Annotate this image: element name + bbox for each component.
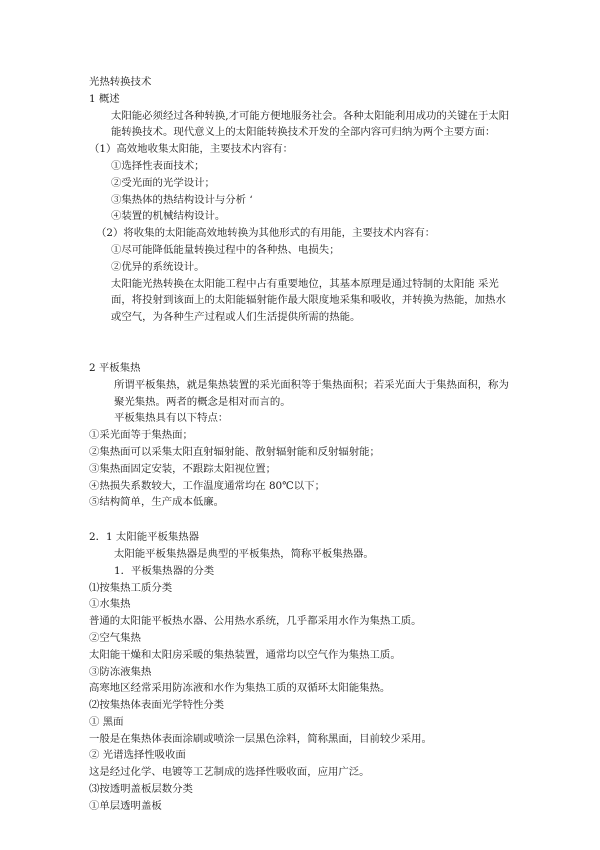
classification-line: 太阳能干燥和太阳房采暖的集热装置，通常均以空气作为集热工质。	[89, 648, 401, 661]
feature-item: ③集热面固定安装，不跟踪太阳视位置；	[89, 462, 277, 475]
section-2-1-intro: 太阳能平板集热器是典型的平板集热，简称平板集热器。	[114, 547, 374, 560]
document-body	[89, 74, 514, 815]
section-1-intro: 太阳能必须经过各种转换,才可能方便地服务社会。各种太阳能利用成功的关键在于太阳能转换技术。现代意义上的太阳能转换技术开发的全部内容可归纳为两个主要方面：	[111, 109, 510, 139]
classification-line: 一般是在集热体表面涂刷或喷涂一层黑色涂料，简称黑面，目前较少采用。	[89, 732, 432, 745]
feature-item: ④热损失系数较大，工作温度通常均在 80℃以下；	[89, 479, 325, 492]
classification-line: ①单层透明盖板	[89, 799, 162, 812]
classification-line: 普通的太阳能平板热水器、公用热水系统，几乎都采用水作为集热工质。	[89, 615, 422, 628]
section-1-summary: 太阳能光热转换在太阳能工程中占有重要地位，其基本原理是通过特制的太阳能 采光面，将投射到该面上的太阳能辐射能作最大限度地采集和吸收，并转换为热能，加热水或空气，为各种生产过程或人们生活提供所需的热能。	[111, 277, 506, 324]
list-a-heading: （1）高效地收集太阳能，主要技术内容有：	[89, 143, 294, 156]
list-a-item: ④装置的机械结构设计。	[111, 210, 226, 223]
section-2-heading: 2 平板集热	[89, 361, 141, 374]
section-2-paragraph: 所谓平板集热，就是集热装置的采光面积等于集热面积；若采光面大于集热面积，称为聚光集热。两者的概念是相对而言的。	[114, 378, 509, 408]
list-a-item: ①选择性表面技术；	[111, 159, 205, 172]
section-2-1-heading: 2．1 太阳能平板集热器	[89, 531, 200, 544]
list-b-item: ①尽可能降低能量转换过程中的各种热、电损失；	[111, 243, 340, 256]
feature-item: ⑤结构简单，生产成本低廉。	[89, 496, 225, 509]
list-b-heading: （2）将收集的太阳能高效地转换为其他形式的有用能，主要技术内容有：	[96, 227, 436, 240]
classification-line: 高寒地区经常采用防冻液和水作为集热工质的双循环太阳能集热。	[89, 682, 391, 695]
feature-item: ②集热面可以采集太阳直射辐射能、散射辐射能和反射辐射能；	[89, 445, 380, 458]
list-a-item: ②受光面的光学设计；	[111, 176, 215, 189]
classification-line: ③防冻液集热	[89, 665, 152, 678]
section-2-1-subheading: 1．平板集热器的分类	[114, 564, 215, 577]
classification-line: ⑴按集热工质分类	[89, 581, 173, 594]
section-1-heading: 1 概述	[89, 92, 120, 105]
section-2-paragraph: 平板集热具有以下特点：	[114, 412, 229, 425]
classification-line: ① 黑面	[89, 715, 124, 728]
classification-line: 这是经过化学、电镀等工艺制成的选择性吸收面，应用广泛。	[89, 766, 370, 779]
document-title: 光热转换技术	[89, 76, 152, 88]
classification-line: ②空气集热	[89, 631, 141, 644]
classification-line: ② 光谱选择性吸收面	[89, 749, 186, 762]
list-b-item: ②优异的系统设计。	[111, 260, 205, 273]
list-a-item: ③集热体的热结构设计与分析 ‘	[111, 193, 253, 206]
classification-line: ①水集热	[89, 598, 131, 611]
classification-line: ⑶按透明盖板层数分类	[89, 783, 193, 796]
feature-item: ①采光面等于集热面；	[89, 429, 193, 442]
classification-line: ⑵按集热体表面光学特性分类	[89, 699, 225, 712]
